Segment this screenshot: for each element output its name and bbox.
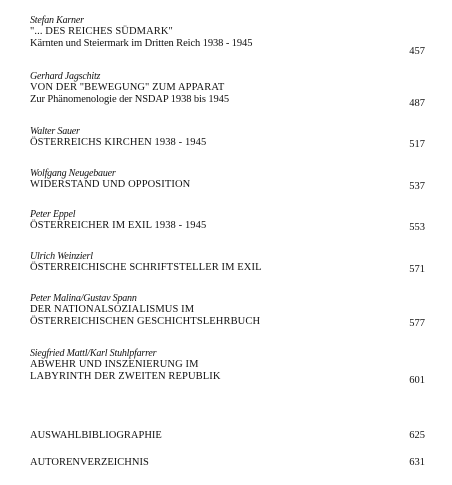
toc-entry — [30, 15, 425, 57]
entry-title-line: ÖSTERREICHER IM EXIL 1938 - 1945 — [30, 220, 207, 231]
entry-title-line: VON DER "BEWEGUNG" ZUM APPARAT — [30, 82, 225, 93]
toc-appendix-entry — [30, 457, 425, 469]
entry-title-line: "... DES REICHES SÜDMARK" — [30, 26, 173, 37]
entry-author: Wolfgang Neugebauer — [30, 168, 116, 179]
toc-entry — [30, 71, 425, 109]
entry-title-line: DER NATIONALSOZIALISMUS IM — [30, 304, 195, 315]
appendix-page-number: 625 — [409, 430, 425, 441]
toc-entry — [30, 348, 425, 386]
entry-page-number: 601 — [409, 375, 425, 386]
entry-author: Peter Malina/Gustav Spann — [30, 293, 137, 304]
entry-page-number: 487 — [409, 98, 425, 109]
toc-entry — [30, 293, 425, 328]
entry-title-line: ÖSTERREICHISCHE SCHRIFTSTELLER IM EXIL — [30, 262, 262, 273]
appendix-title: AUTORENVERZEICHNIS — [30, 457, 149, 468]
entry-page-number: 553 — [409, 222, 425, 233]
entry-page-number: 577 — [409, 318, 425, 329]
entry-title-line: WIDERSTAND UND OPPOSITION — [30, 179, 191, 190]
entry-author: Siegfried Mattl/Karl Stuhlpfarrer — [30, 348, 157, 359]
entry-subtitle-line: Zur Phänomenologie der NSDAP 1938 bis 1945 — [30, 94, 229, 105]
toc-entry — [30, 251, 425, 274]
entry-title-line: ÖSTERREICHS KIRCHEN 1938 - 1945 — [30, 137, 207, 148]
entry-author: Peter Eppel — [30, 209, 76, 220]
entry-title-line: LABYRINTH DER ZWEITEN REPUBLIK — [30, 371, 221, 382]
entry-subtitle-line: Kärnten und Steiermark im Dritten Reich 1938 - 1945 — [30, 38, 253, 49]
appendix-page-number: 631 — [409, 457, 425, 468]
entry-author: Walter Sauer — [30, 126, 80, 137]
entry-author: Gerhard Jagschitz — [30, 71, 101, 82]
toc-entry — [30, 126, 425, 149]
entry-page-number: 537 — [409, 181, 425, 192]
entry-title-line: ABWEHR UND INSZENIERUNG IM — [30, 359, 199, 370]
entry-page-number: 571 — [409, 264, 425, 275]
entry-author: Ulrich Weinzierl — [30, 251, 93, 262]
toc-entry — [30, 209, 425, 232]
toc-entry — [30, 168, 425, 191]
toc-appendix-entry — [30, 430, 425, 442]
entry-page-number: 457 — [409, 46, 425, 57]
appendix-title: AUSWAHLBIBLIOGRAPHIE — [30, 430, 162, 441]
entry-page-number: 517 — [409, 139, 425, 150]
entry-title-line: ÖSTERREICHISCHEN GESCHICHTSLEHRBUCH — [30, 316, 261, 327]
entry-author: Stefan Karner — [30, 15, 84, 26]
